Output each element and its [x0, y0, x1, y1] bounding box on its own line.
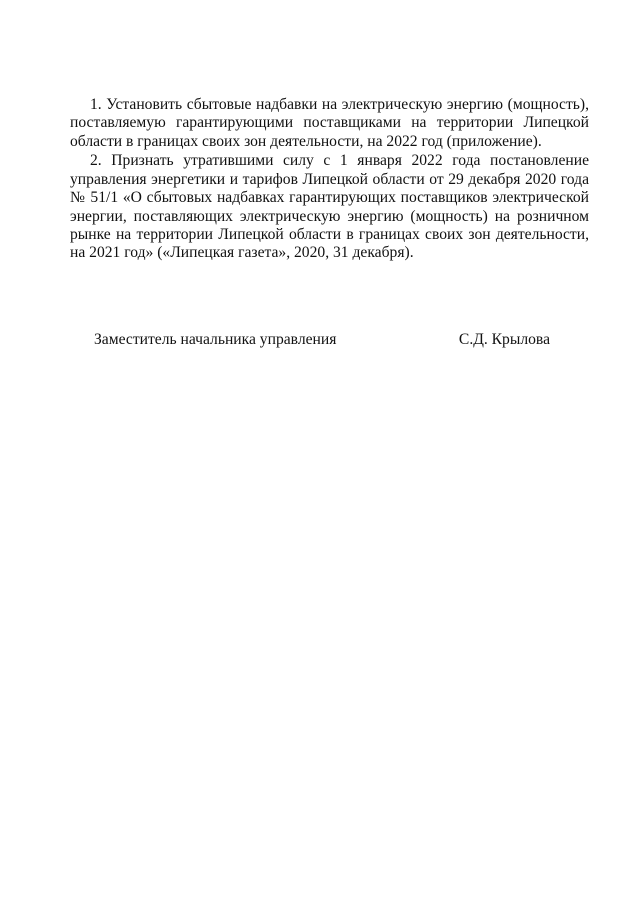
paragraph-2: 2. Признать утратившими силу с 1 января 2022 года постановление управления энергетики и тарифов Липецкой области от 29 декабря 2020 года № 51/1 «О сбытовых надбавках гарантирующих поставщиков электрической энергии, поставляющих электрическую энергию (мощность) на розничном рынке на территории Липецкой области в границах своих зон деятельности, на 2021 год» («Липецкая газета», 2020, 31 декабря). — [70, 152, 589, 262]
signature-block — [94, 331, 550, 349]
paragraph-1: 1. Установить сбытовые надбавки на электрическую энергию (мощность), поставляемую гарантирующими поставщиками на территории Липецкой области в границах своих зон деятельности, на 2022 год (приложение). — [70, 96, 589, 150]
document-body — [70, 96, 589, 264]
signatory-name: С.Д. Крылова — [458, 331, 550, 348]
signatory-position: Заместитель начальника управления — [94, 331, 337, 348]
